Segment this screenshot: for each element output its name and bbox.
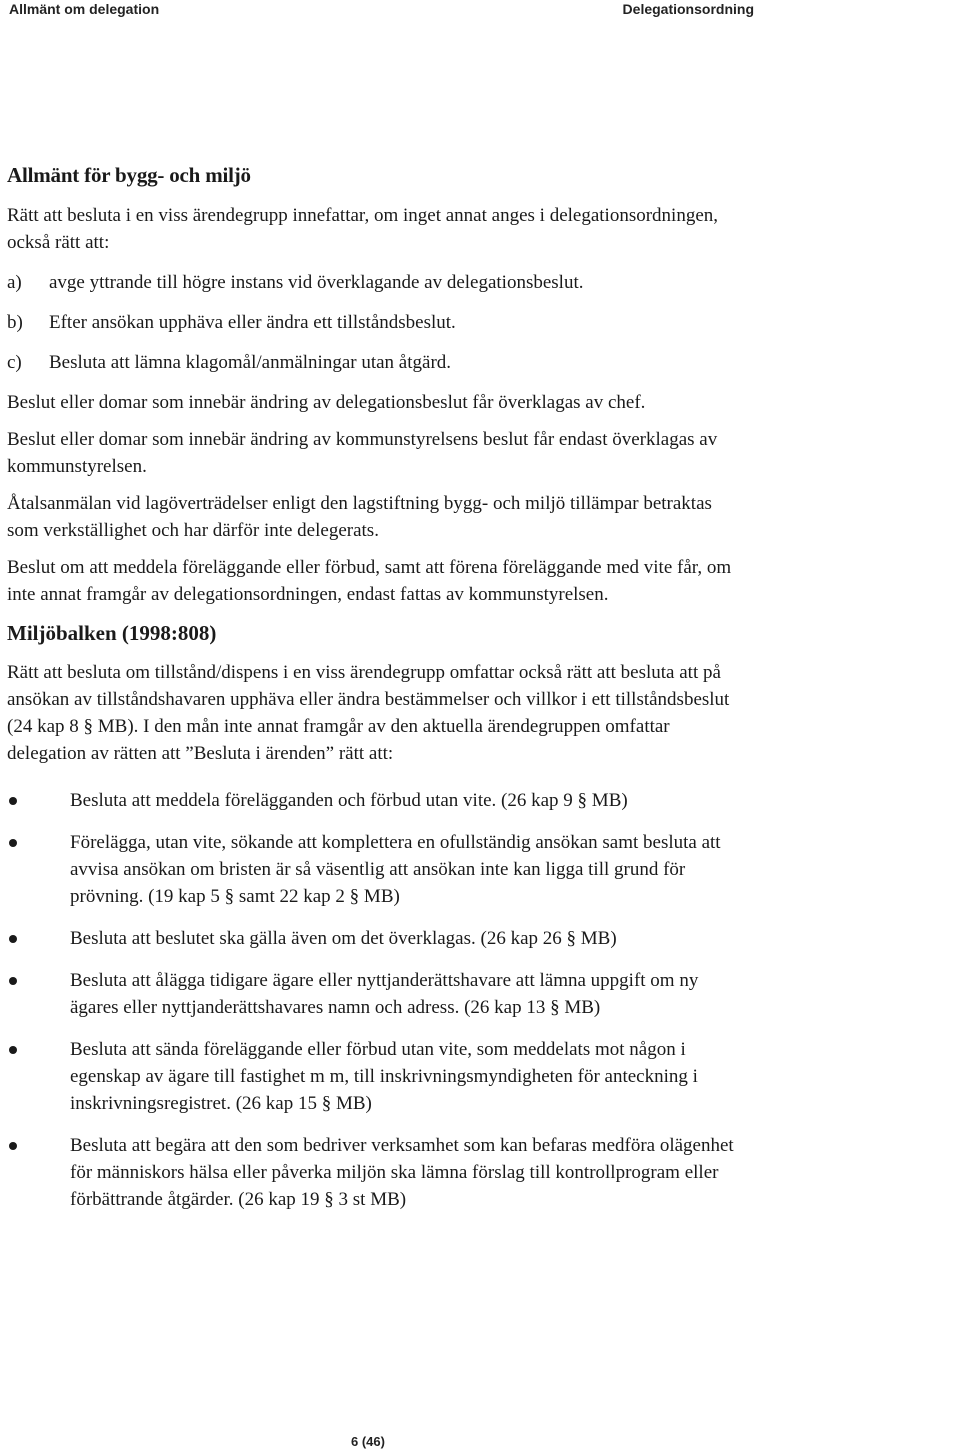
bullet-icon — [9, 935, 17, 943]
list-item — [7, 269, 747, 296]
bullet-item — [7, 1036, 747, 1117]
list-item-text: Efter ansökan upphäva eller ändra ett tillståndsbeslut. — [49, 312, 456, 333]
list-item — [7, 349, 747, 376]
list-marker: a) — [7, 272, 22, 293]
header-right: Delegationsordning — [622, 1, 754, 17]
section-title-miljobalken: Miljöbalken (1998:808) — [7, 621, 217, 645]
header-left: Allmänt om delegation — [9, 1, 160, 17]
section2-intro: Rätt att besluta om tillstånd/dispens i en viss ärendegrupp omfattar också rätt att besluta att på ansökan av tillståndshavaren upphäva eller ändra bestämmelser och villkor i ett tillståndsbeslut (24 kap 8 § MB). I den mån inte annat framgår av den aktuella ärendegruppen omfattar delegation av rätten att ”Besluta i ärenden” rätt att: — [7, 662, 730, 764]
bullet-text: Besluta att ålägga tidigare ägare eller nyttjanderättshavare att lämna uppgift om ny ägares eller nyttjanderättshavares namn och adress. (26 kap 13 § MB) — [70, 970, 699, 1018]
paragraph: Beslut eller domar som innebär ändring av delegationsbeslut får överklagas av chef. — [7, 392, 646, 413]
section-title-general: Allmänt för bygg- och miljö — [7, 163, 251, 187]
section1-intro: Rätt att besluta i en viss ärendegrupp innefattar, om inget annat anges i delegationsordningen, också rätt att: — [7, 205, 719, 253]
list-marker: c) — [7, 352, 22, 373]
list-item-text: avge yttrande till högre instans vid överklagande av delegationsbeslut. — [49, 272, 584, 293]
bullet-list — [7, 787, 747, 1213]
bullet-text: Förelägga, utan vite, sökande att komplettera en ofullständig ansökan samt besluta att avvisa ansökan om bristen är så väsentlig att ansökan inte kan ligga till grund för prövning. (19 kap 5 § samt 22 kap 2 § MB) — [70, 832, 721, 907]
bullet-item — [7, 1132, 747, 1213]
bullet-item — [7, 787, 747, 814]
bullet-icon — [9, 839, 17, 847]
bullet-item — [7, 925, 747, 952]
paragraph: Åtalsanmälan vid lagöverträdelser enligt den lagstiftning bygg- och miljö tillämpar betraktas som verkställighet och har därför inte delegerats. — [7, 493, 712, 541]
list-item — [7, 309, 747, 336]
bullet-icon — [9, 977, 17, 985]
list-marker: b) — [7, 312, 23, 333]
bullet-icon — [9, 797, 17, 805]
bullet-icon — [9, 1142, 17, 1150]
paragraph: Beslut om att meddela föreläggande eller förbud, samt att förena föreläggande med vite får, om inte annat framgår av delegationsordningen, endast fattas av kommunstyrelsen. — [7, 557, 732, 605]
bullet-text: Besluta att begära att den som bedriver verksamhet som kan befaras medföra olägenhet för människors hälsa eller påverka miljön ska lämna förslag till kontrollprogram eller förbättrande åtgärder. (26 kap 19 § 3 st MB) — [70, 1135, 734, 1210]
paragraph: Beslut eller domar som innebär ändring av kommunstyrelsens beslut får endast överklagas av kommunstyrelsen. — [7, 429, 718, 477]
document-body — [7, 163, 747, 1228]
bullet-text: Besluta att sända föreläggande eller förbud utan vite, som meddelats mot någon i egenskap av ägare till fastighet m m, till inskrivningsmyndigheten för anteckning i inskrivningsregistret. (26 kap 15 § MB) — [70, 1039, 698, 1114]
bullet-icon — [9, 1046, 17, 1054]
page-number: 6 (46) — [351, 1434, 385, 1449]
lettered-list — [7, 269, 747, 376]
bullet-text: Besluta att meddela förelägganden och förbud utan vite. (26 kap 9 § MB) — [70, 790, 628, 811]
bullet-item — [7, 829, 747, 910]
bullet-item — [7, 967, 747, 1021]
list-item-text: Besluta att lämna klagomål/anmälningar utan åtgärd. — [49, 352, 452, 373]
bullet-text: Besluta att beslutet ska gälla även om det överklagas. (26 kap 26 § MB) — [70, 928, 617, 949]
